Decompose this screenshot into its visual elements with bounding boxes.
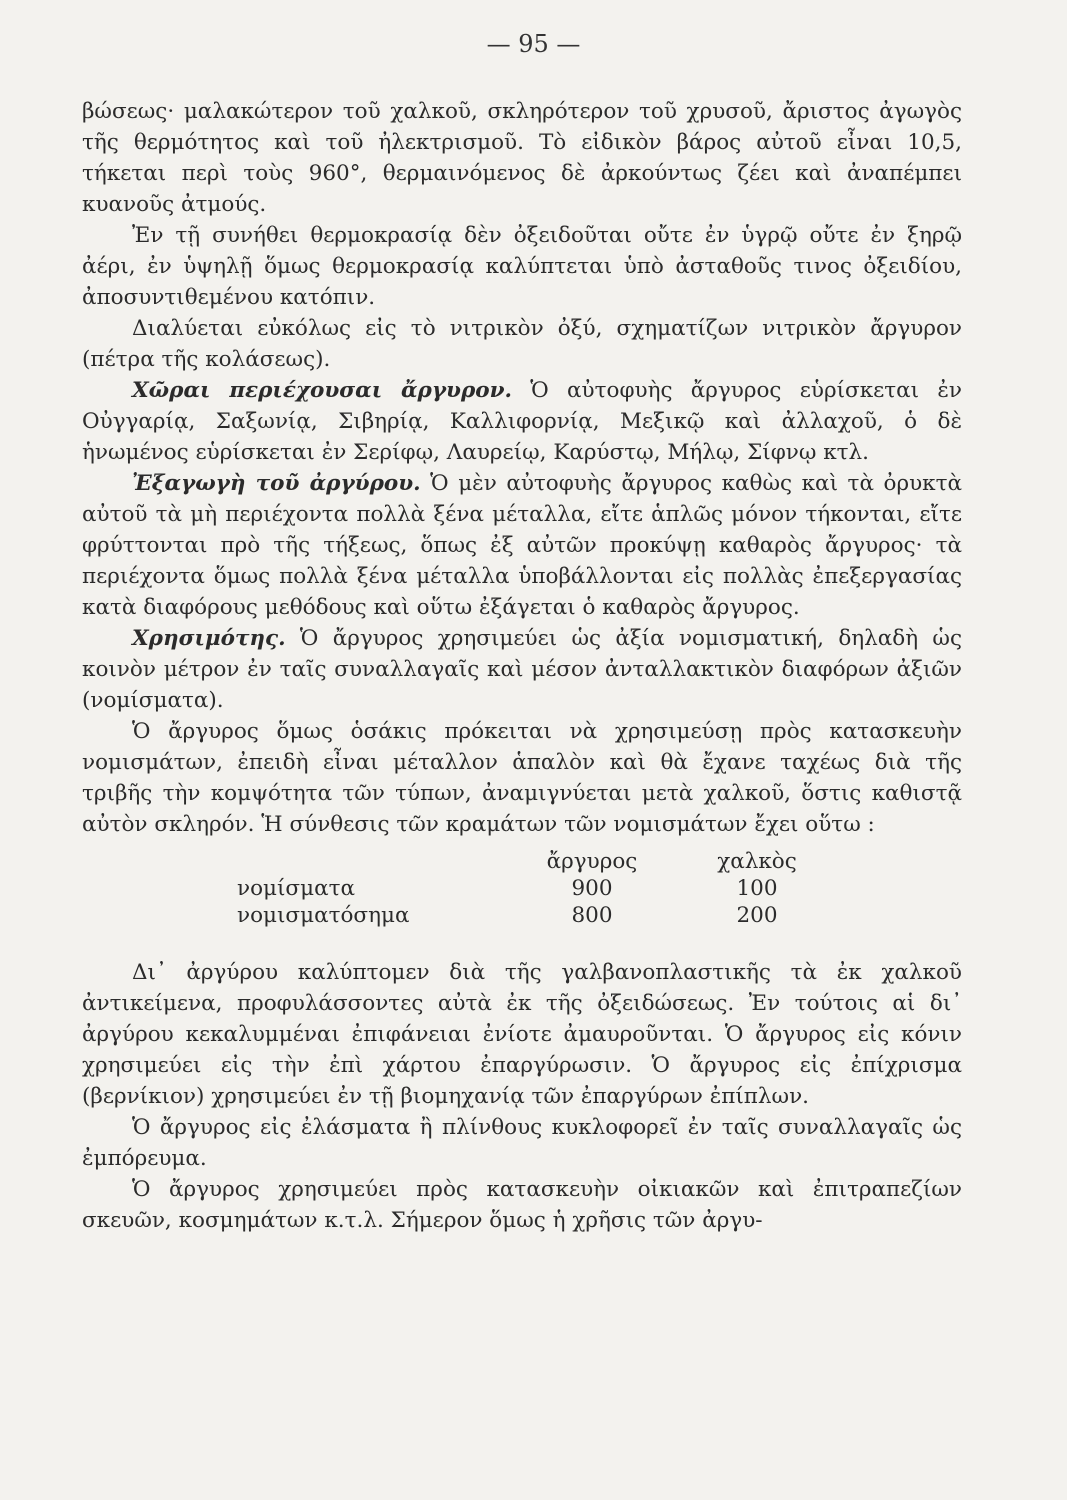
section-text-occurrence: Ὁ αὐτοφυὴς ἄργυρος εὑρίσκεται ἐν Οὐγγαρίᾳ, Σαξωνίᾳ, Σιβηρίᾳ, Καλλιφορνίᾳ, Μεξικῷ καὶ ἀλλαχοῦ, ὁ δὲ ἡνωμένος εὑρίσκεται ἐν Σερίφῳ, Λαυρείῳ, Καρύστῳ, Μήλῳ, Σίφνῳ κτλ.: [82, 378, 962, 465]
paragraph-properties: βώσεως· μαλακώτερον τοῦ χαλκοῦ, σκληρότερον τοῦ χρυσοῦ, ἄριστος ἀγωγὸς τῆς θερμότητος καὶ τοῦ ἠλεκτρισμοῦ. Τὸ εἰδικὸν βάρος αὐτοῦ εἶναι 10,5, τήκεται περὶ τοὺς 960°, θερμαινόμενος δὲ ἀρκούντως ζέει καὶ ἀναπέμπει κυανοῦς ἀτμούς.: [82, 99, 962, 217]
paragraph-ingots: Ὁ ἄργυρος εἰς ἐλάσματα ἢ πλίνθους κυκλοφορεῖ ἐν ταῖς συναλλαγαῖς ὡς ἐμπόρευμα.: [82, 1115, 962, 1171]
paragraph-dissolution: Διαλύεται εὐκόλως εἰς τὸ νιτρικὸν ὀξύ, σχηματίζων νιτρικὸν ἄργυρον (πέτρα τῆς κολάσεως).: [82, 316, 962, 372]
paragraph-utensils: Ὁ ἄργυρος χρησιμεύει πρὸς κατασκευὴν οἰκιακῶν καὶ ἐπιτραπεζίων σκευῶν, κοσμημάτων κ.τ.λ. Σήμερον ὅμως ἡ χρῆσις τῶν ἀργυ-: [82, 1177, 962, 1233]
table-header-cell: ἄργυρος: [546, 849, 638, 874]
spacer: [82, 937, 962, 957]
table-row: [237, 902, 837, 929]
section-text-extraction: Ὁ μὲν αὐτοφυὴς ἄργυρος καθὼς καὶ τὰ ὀρυκτὰ αὐτοῦ τὰ μὴ περιέχοντα πολλὰ ξένα μέταλλα, εἴτε ἁπλῶς μόνον τήκονται, εἴτε φρύττονται πρὸ τῆς τήξεως, ὅπως ἐξ αὐτῶν προκύψῃ καθαρὸς ἄργυρος· τὰ περιέχοντα ὅμως πολλὰ ξένα μέταλλα ὑποβάλλονται εἰς πολλὰς ἐπεξεργασίας κατὰ διαφόρους μεθόδους καὶ οὕτω ἐξάγεται ὁ καθαρὸς ἄργυρος.: [82, 471, 963, 620]
paragraph-coinage: Ὁ ἄργυρος ὅμως ὁσάκις πρόκειται νὰ χρησιμεύσῃ πρὸς κατασκευὴν νομισμάτων, ἐπειδὴ εἶναι μέταλλον ἁπαλὸν καὶ θὰ ἔχανε ταχέως διὰ τῆς τριβῆς τὴν κομψότητα τῶν τύπων, ἀναμιγνύεται μετὰ χαλκοῦ, ὅστις καθιστᾷ αὐτὸν σκληρόν. Ἡ σύνθεσις τῶν κραμάτων τῶν νομισμάτων ἔχει οὕτω :: [82, 719, 962, 837]
table-header-cell: [237, 848, 507, 875]
table-cell: νομίσματα: [237, 876, 355, 901]
alloy-composition-table: [237, 848, 837, 929]
section-usefulness: [82, 623, 962, 716]
page-body: [82, 96, 962, 1236]
page-number: — 95 —: [486, 30, 581, 58]
section-heading-extraction: Ἐξαγωγὴ τοῦ ἀργύρου.: [132, 471, 421, 496]
table-cell: νομισματόσημα: [237, 903, 410, 928]
table-cell: 200: [736, 903, 778, 928]
section-occurrence: [82, 375, 962, 468]
section-extraction: [82, 468, 962, 623]
paragraph-electroplating: Δι᾽ ἀργύρου καλύπτομεν διὰ τῆς γαλβανοπλαστικῆς τὰ ἐκ χαλκοῦ ἀντικείμενα, προφυλάσσοντες αὐτὰ ἐκ τῆς ὀξειδώσεως. Ἐν τούτοις αἱ δι᾽ ἀργύρου κεκαλυμμέναι ἐπιφάνειαι ἐνίοτε ἀμαυροῦνται. Ὁ ἄργυρος εἰς κόνιν χρησιμεύει εἰς τὴν ἐπὶ χάρτου ἐπαργύρωσιν. Ὁ ἄργυρος εἰς ἐπίχρισμα (βερνίκιον) χρησιμεύει ἐν τῇ βιομηχανίᾳ τῶν ἐπαργύρων ἐπίπλων.: [82, 960, 962, 1109]
section-text-usefulness: Ὁ ἄργυρος χρησιμεύει ὡς ἀξία νομισματική, δηλαδὴ ὡς κοινὸν μέτρον ἐν ταῖς συναλλαγαῖς καὶ μέσον ἀνταλλακτικὸν διαφόρων ἀξιῶν (νομίσματα).: [82, 626, 962, 713]
section-heading-usefulness: Χρησιμότης.: [132, 626, 286, 651]
table-header-row: [237, 848, 837, 875]
table-cell: 100: [736, 876, 778, 901]
table-cell: 800: [571, 903, 613, 928]
table-row: [237, 875, 837, 902]
paragraph-oxidation: Ἐν τῇ συνήθει θερμοκρασίᾳ δὲν ὀξειδοῦται οὔτε ἐν ὑγρῷ οὔτε ἐν ξηρῷ ἀέρι, ἐν ὑψηλῇ ὅμως θερμοκρασίᾳ καλύπτεται ὑπὸ ἀσταθοῦς τινος ὀξειδίου, ἀποσυντιθεμένου κατόπιν.: [82, 223, 962, 310]
table-cell: 900: [571, 876, 613, 901]
table-header-cell: χαλκὸς: [717, 849, 797, 874]
section-heading-occurrence: Χῶραι περιέχουσαι ἄργυρον.: [132, 378, 513, 403]
